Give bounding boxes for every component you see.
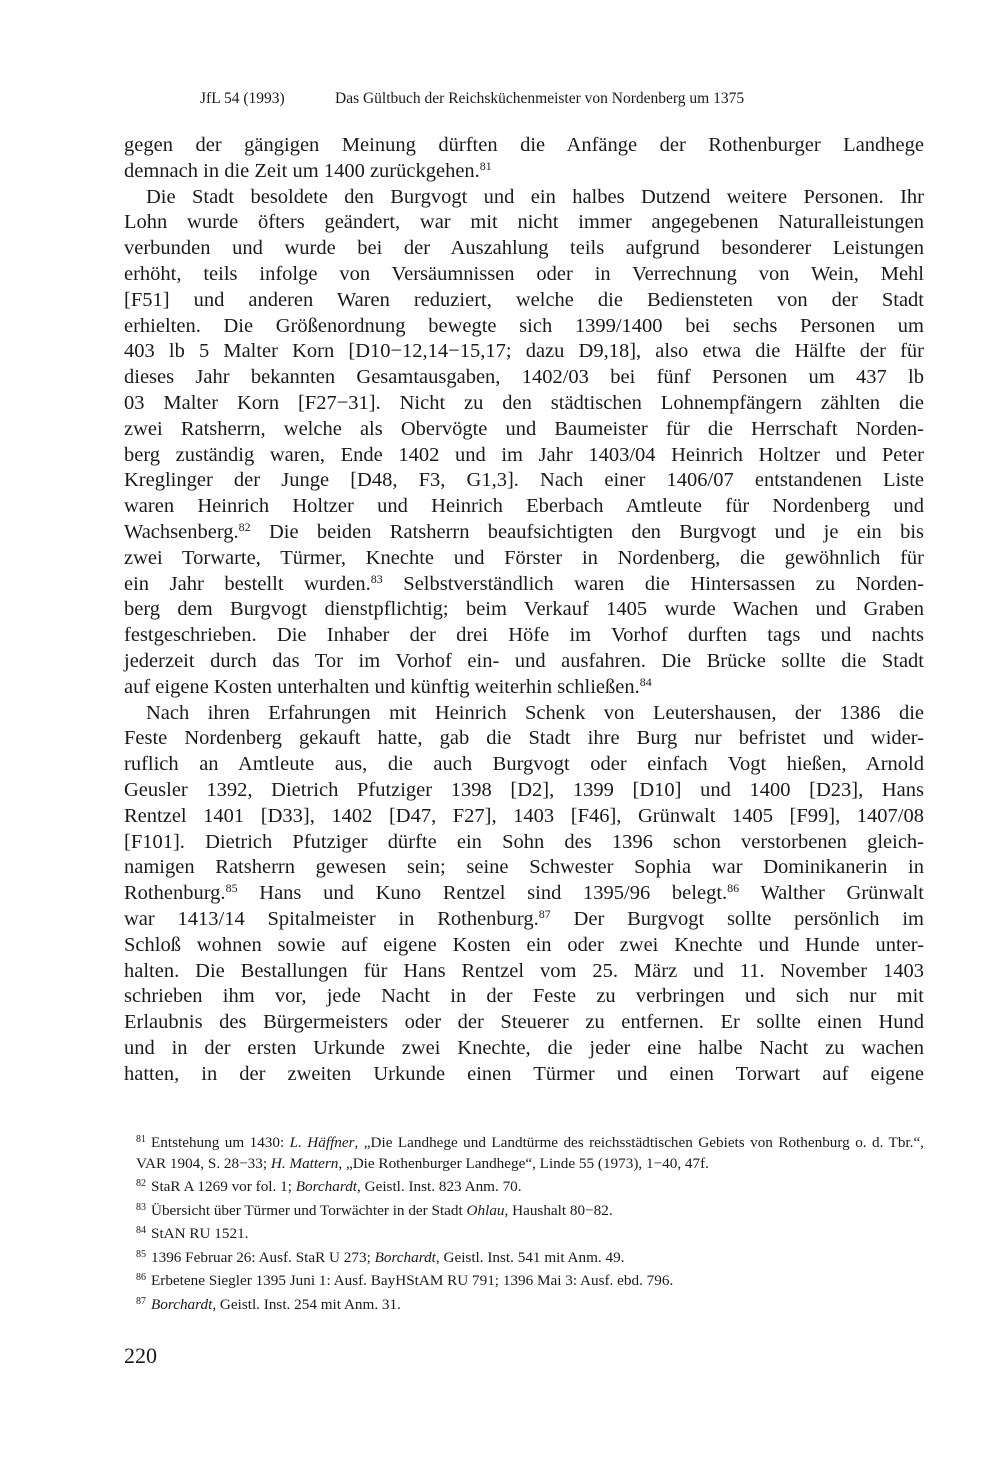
text-line [124,623,924,649]
text-line [124,701,924,727]
footnote-text: Borchardt, Geistl. Inst. 254 mit Anm. 31. [151,1295,401,1313]
text-run: erhielten. Die Größenordnung bewegte sich 1399/1400 bei sechs Personen um [124,314,924,337]
text-line [124,494,924,520]
text-run: waren Heinrich Holtzer und Heinrich Eberbach Amtleute für Nordenberg und [124,495,924,518]
text-run: auf eigene Kosten unterhalten und künftig weiterhin schließen. [124,675,640,698]
text-line [124,959,924,985]
footnote-number: 87 [136,1295,146,1307]
text-line [124,133,924,159]
text-run: Kreglinger der Junge [D48, F3, G1,3]. Nach einer 1406/07 entstandenen Liste [124,469,924,492]
text-run: Wachsenberg. [124,520,239,543]
text-line [124,778,924,804]
text-line [124,443,924,469]
text-line [124,830,924,856]
text-line [124,855,924,881]
text-line [124,933,924,959]
text-run: namigen Ratsherrn gewesen sein; seine Schwester Sophia war Dominikanerin in [124,856,924,879]
footnote-86 [124,1268,924,1292]
text-run: zwei Torwarte, Türmer, Knechte und Förster in Nordenberg, die gewöhnlich für [124,546,924,569]
text-run: Selbstverständlich waren die Hintersassen zu Norden- [382,572,924,595]
footnote-85 [124,1245,924,1269]
text-run: Rentzel 1401 [D33], 1402 [D47, F27], 1403 [F46], Grünwalt 1405 [F99], 1407/08 [124,804,924,827]
text-run: Rothenburg. [124,882,226,905]
text-line [124,726,924,752]
text-line [124,520,924,546]
footnote-marker[interactable]: 82 [238,519,251,534]
text-run: 403 lb 5 Malter Korn [D10−12,14−15,17; dazu D9,18], also etwa die Hälfte der für [124,340,924,363]
text-run: halten. Die Bestallungen für Hans Rentzel vom 25. März und 11. November 1403 [124,959,924,982]
journal-reference: JfL 54 (1993) [200,90,285,107]
text-line [124,804,924,830]
footnotes [124,1130,924,1315]
text-line [124,391,924,417]
text-line [124,159,924,185]
footnote-marker[interactable]: 81 [479,158,492,173]
text-run: gegen der gängigen Meinung dürften die Anfänge der Rothenburger Landhege [124,134,924,156]
text-run: Die beiden Ratsherrn beaufsichtigten den Burgvogt und je ein bis [250,520,924,543]
text-line [124,365,924,391]
text-line [124,984,924,1010]
footnote-number: 82 [136,1178,146,1189]
text-line [124,210,924,236]
text-line [124,675,924,701]
text-run: festgeschrieben. Die Inhaber der drei Höfe im Vorhof durften tags und nachts [124,624,924,647]
text-run: ein Jahr bestellt wurden. [124,572,371,595]
text-run: [F101]. Dietrich Pfutziger dürfte ein Sohn des 1396 schon verstorbenen gleich- [124,830,924,853]
footnote-82 [124,1174,924,1198]
text-run: Lohn wurde öfters geändert, war mit nicht immer angegebenen Naturalleistungen [124,211,924,234]
text-run: hatten, in der zweiten Urkunde einen Türmer und einen Torwart auf eigene [124,1062,924,1085]
page-number: 220 [124,1343,157,1368]
text-run: Geusler 1392, Dietrich Pfutziger 1398 [D2], 1399 [D10] und 1400 [D23], Hans [124,778,924,801]
text-line [124,546,924,572]
footnote-number: 81 [136,1134,146,1145]
text-run: zwei Ratsherrn, welche als Obervögte und Baumeister für die Herrschaft Norden- [124,417,924,440]
footnote-text: StaR A 1269 vor fol. 1; Borchardt, Geistl. Inst. 823 Anm. 70. [151,1178,522,1195]
text-line [124,185,924,211]
footnote-number: 83 [136,1201,146,1213]
footnote-marker[interactable]: 83 [370,571,383,586]
footnote-number: 84 [136,1225,146,1236]
text-run: berg dem Burgvogt dienstpflichtig; beim Verkauf 1405 wurde Wachen und Graben [124,598,924,621]
text-line [124,881,924,907]
text-line [124,572,924,598]
text-run: Feste Nordenberg gekauft hatte, gab die Stadt ihre Burg nur befristet und wider- [124,727,924,750]
text-run: Hans und Kuno Rentzel sind 1395/96 belegt. [237,882,728,905]
main-text [124,133,924,1087]
text-line [124,597,924,623]
text-run: war 1413/14 Spitalmeister in Rothenburg. [124,907,539,930]
footnote-81 [124,1130,924,1174]
text-run: 03 Malter Korn [F27−31]. Nicht zu den städtischen Lohnempfängern zählten die [124,391,924,414]
text-run: Der Burgvogt sollte persönlich im [550,907,924,930]
text-run: demnach in die Zeit um 1400 zurückgehen. [124,159,480,182]
text-run: dieses Jahr bekannten Gesamtausgaben, 1402/03 bei fünf Personen um 437 lb [124,366,924,389]
text-line [124,1062,924,1088]
footnote-text: StAN RU 1521. [151,1225,249,1242]
text-line [124,236,924,262]
text-run: und in der ersten Urkunde zwei Knechte, die jeder eine halbe Nacht zu wachen [124,1036,924,1059]
text-line [124,417,924,443]
footnote-text: 1396 Februar 26: Ausf. StaR U 273; Borchardt, Geistl. Inst. 541 mit Anm. 49. [151,1248,625,1266]
footnote-number: 86 [136,1272,146,1283]
footnote-text: Übersicht über Türmer und Torwächter in der Stadt Ohlau, Haushalt 80−82. [151,1201,613,1219]
footnote-number: 85 [136,1248,146,1260]
text-line [124,288,924,314]
text-run: Walther Grünwalt [739,882,924,905]
text-line [124,262,924,288]
text-run: Nach ihren Erfahrungen mit Heinrich Schenk von Leutershausen, der 1386 die [146,701,924,724]
text-line [124,1036,924,1062]
text-run: Schloß wohnen sowie auf eigene Kosten ein oder zwei Knechte und Hunde unter- [124,933,924,956]
footnote-87 [124,1292,924,1316]
text-run: verbunden und wurde bei der Auszahlung teils aufgrund besonderer Leistungen [124,237,924,260]
text-line [124,752,924,778]
text-run: ruflich an Amtleute aus, die auch Burgvogt oder einfach Vogt hießen, Arnold [124,753,924,776]
text-line [124,907,924,933]
text-run: jederzeit durch das Tor im Vorhof ein- und ausfahren. Die Brücke sollte die Stadt [124,649,924,672]
text-run: [F51] und anderen Waren reduziert, welche die Bediensteten von der Stadt [124,288,924,311]
footnote-84 [124,1221,924,1245]
footnote-83 [124,1198,924,1222]
running-header [200,90,900,114]
text-run: erhöht, teils infolge von Versäumnissen oder in Verrechnung von Wein, Mehl [124,262,924,285]
text-line [124,468,924,494]
text-run: berg zuständig waren, Ende 1402 und im Jahr 1403/04 Heinrich Holtzer und Peter [124,443,924,466]
text-line [124,339,924,365]
footnote-text: Entstehung um 1430: L. Häffner, „Die Landhege und Landtürme des reichsstädtischen Gebiets von Rothenburg o. d. Tbr.“, VAR 1904, S. 28−33; H. Mattern, „Die Rothenburger Landhege“, Linde 55 (1973), 1−40, 47f. [136,1134,924,1172]
footnote-marker[interactable]: 84 [639,674,652,689]
text-line [124,649,924,675]
text-run: Erlaubnis des Bürgermeisters oder der Steuerer zu entfernen. Er sollte einen Hund [124,1011,924,1034]
text-line [124,1010,924,1036]
text-run: Die Stadt besoldete den Burgvogt und ein halbes Dutzend weitere Personen. Ihr [146,185,924,208]
article-title: Das Gültbuch der Reichsküchenmeister von Nordenberg um 1375 [335,90,745,107]
text-run: schrieben ihm vor, jede Nacht in der Feste zu verbringen und sich nur mit [124,985,924,1008]
footnote-text: Erbetene Siegler 1395 Juni 1: Ausf. BayHStAM RU 791; 1396 Mai 3: Ausf. ebd. 796. [151,1272,674,1289]
footnote-marker[interactable]: 87 [538,906,551,921]
footnote-marker[interactable]: 86 [727,881,740,896]
footnote-marker[interactable]: 85 [225,881,238,896]
text-line [124,314,924,340]
